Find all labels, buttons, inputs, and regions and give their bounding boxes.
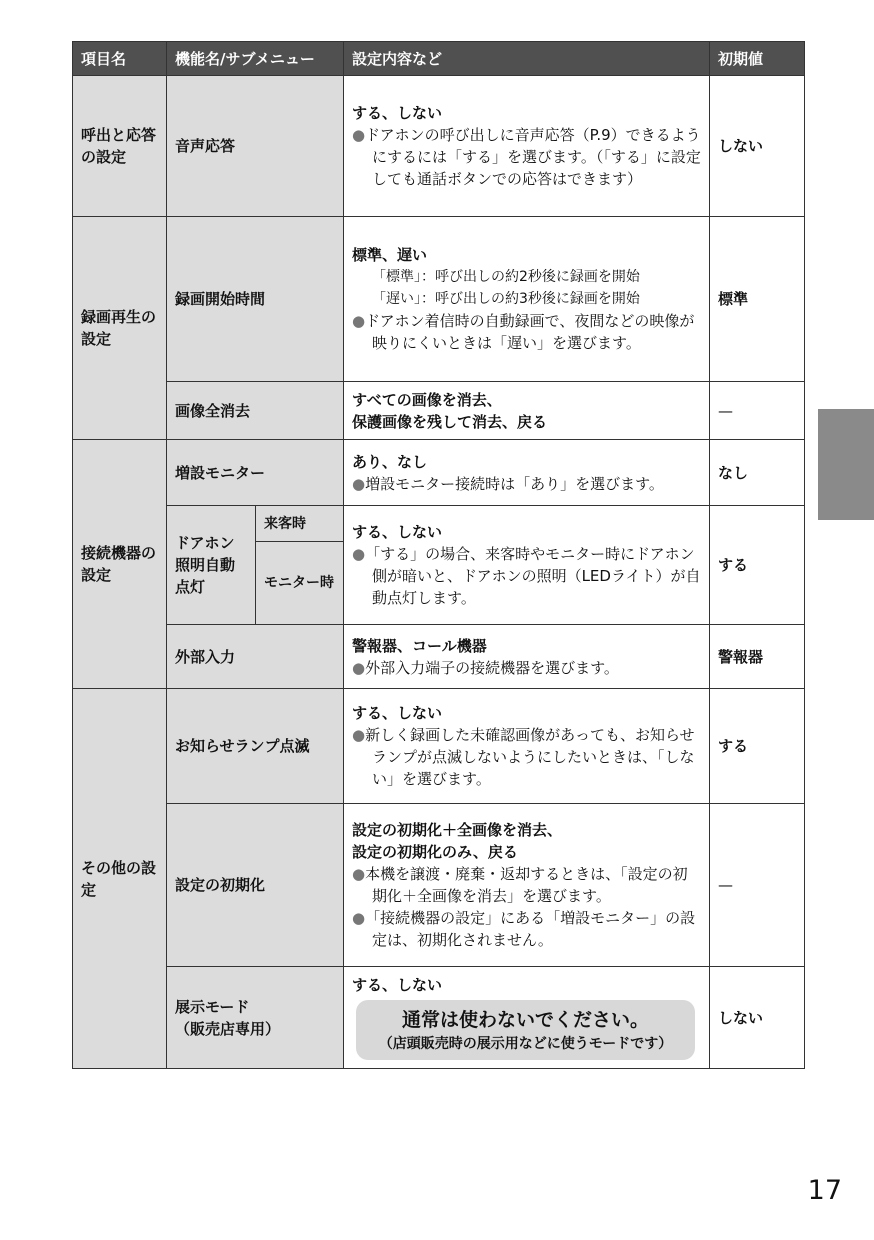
function-delete-all: 画像全消去: [167, 382, 344, 440]
content-door-light: [344, 506, 710, 625]
options-text: する、しない: [352, 975, 443, 994]
bullet-icon: ●: [352, 312, 366, 330]
function-door-light: ドアホン照明自動点灯: [167, 506, 256, 625]
options-text: 警報器、コール機器: [352, 636, 487, 655]
detail-line: 「遅い」：呼び出しの約3秒後に録画を開始: [372, 291, 640, 307]
table-row: [73, 382, 805, 440]
settings-table: [72, 41, 805, 1069]
default-demo-mode: しない: [710, 967, 805, 1069]
function-external-input: 外部入力: [167, 625, 344, 689]
callout-sub: （店頭販売時の展示用などに使うモードです）: [378, 1035, 673, 1052]
default-initialize: —: [710, 804, 805, 967]
header-content: 設定内容など: [344, 42, 710, 76]
category-connection: 接続機器の設定: [73, 440, 167, 689]
category-call-answer: 呼出と応答の設定: [73, 76, 167, 217]
default-lamp-blink: する: [710, 689, 805, 804]
options-text: 保護画像を残して消去、戻る: [352, 412, 548, 431]
note-text: ●本機を譲渡・廃棄・返却するときは、「設定の初期化＋全画像を消去」を選びます。: [352, 865, 688, 905]
options-text: あり、なし: [352, 452, 428, 471]
function-demo-mode: [167, 967, 344, 1069]
options-text: すべての画像を消去、: [352, 390, 502, 409]
header-row: [73, 42, 805, 76]
function-voice-response: 音声応答: [167, 76, 344, 217]
note-text: ●増設モニター接続時は「あり」を選びます。: [352, 474, 664, 493]
options-text: 設定の初期化のみ、戻る: [352, 843, 518, 861]
function-initialize: 設定の初期化: [167, 804, 344, 967]
content-lamp-blink: [344, 689, 710, 804]
header-default: 初期値: [710, 42, 805, 76]
bullet-icon: ●: [352, 474, 366, 493]
function-extra-monitor: 増設モニター: [167, 440, 344, 506]
default-extra-monitor: なし: [710, 440, 805, 506]
note-text: ●ドアホンの呼び出しに音声応答（P.9）できるようにするには「する」を選びます。（「する」に設定しても通話ボタンでの応答はできます）: [352, 126, 701, 188]
options-text: する、しない: [352, 523, 443, 541]
table-row: [73, 506, 805, 542]
bullet-icon: ●: [352, 126, 366, 144]
sub-visitor: 来客時: [256, 506, 344, 542]
function-lamp-blink: お知らせランプ点滅: [167, 689, 344, 804]
note-text: ●外部入力端子の接続機器を選びます。: [352, 658, 619, 677]
header-function: 機能名/サブメニュー: [167, 42, 344, 76]
category-other: その他の設定: [73, 689, 167, 1069]
content-initialize: [344, 804, 710, 967]
function-demo-mode-sub: （販売店専用）: [175, 1019, 281, 1038]
default-external-input: 警報器: [710, 625, 805, 689]
callout-main: 通常は使わないでください。: [402, 1008, 650, 1031]
default-delete-all: —: [710, 382, 805, 440]
content-voice-response: [344, 76, 710, 217]
function-demo-mode-label: 展示モード: [175, 997, 250, 1016]
note-text: ●「接続機器の設定」にある「増設モニター」の設定は、初期化されません。: [352, 909, 696, 949]
section-tab-marker: [818, 409, 874, 520]
content-record-start: [344, 217, 710, 382]
category-recording: 録画再生の設定: [73, 217, 167, 440]
options-text: する、しない: [352, 104, 443, 122]
options-text: する、しない: [352, 704, 443, 722]
note-text: ●「する」の場合、来客時やモニター時にドアホン側が暗いと、ドアホンの照明（LEDライト）が自動点灯します。: [352, 545, 701, 607]
default-voice-response: しない: [710, 76, 805, 217]
options-text: 設定の初期化＋全画像を消去、: [352, 821, 563, 839]
bullet-icon: ●: [352, 909, 366, 927]
content-demo-mode: [344, 967, 710, 1069]
table-row: [73, 440, 805, 506]
table-row: [73, 76, 805, 217]
detail-line: 「標準」：呼び出しの約2秒後に録画を開始: [372, 269, 640, 285]
bullet-icon: ●: [352, 865, 366, 883]
note-text: ●ドアホン着信時の自動録画で、夜間などの映像が映りにくいときは「遅い」を選びます。: [352, 312, 695, 352]
table-row: [73, 689, 805, 804]
note-text: ●新しく録画した未確認画像があっても、お知らせランプが点滅しないようにしたいときは、「しない」を選びます。: [352, 726, 695, 788]
bullet-icon: ●: [352, 658, 366, 677]
content-delete-all: [344, 382, 710, 440]
table-row: [73, 625, 805, 689]
header-item: 項目名: [73, 42, 167, 76]
bullet-icon: ●: [352, 545, 366, 563]
content-external-input: [344, 625, 710, 689]
warning-callout: [356, 1000, 695, 1060]
options-text: 標準、遅い: [352, 246, 428, 264]
default-record-start: 標準: [710, 217, 805, 382]
bullet-icon: ●: [352, 726, 366, 744]
table-row: [73, 967, 805, 1069]
table-row: [73, 217, 805, 382]
content-extra-monitor: [344, 440, 710, 506]
page-number: 17: [807, 1175, 842, 1206]
default-door-light: する: [710, 506, 805, 625]
table-row: [73, 804, 805, 967]
sub-monitor: モニター時: [256, 542, 344, 625]
function-record-start: 録画開始時間: [167, 217, 344, 382]
